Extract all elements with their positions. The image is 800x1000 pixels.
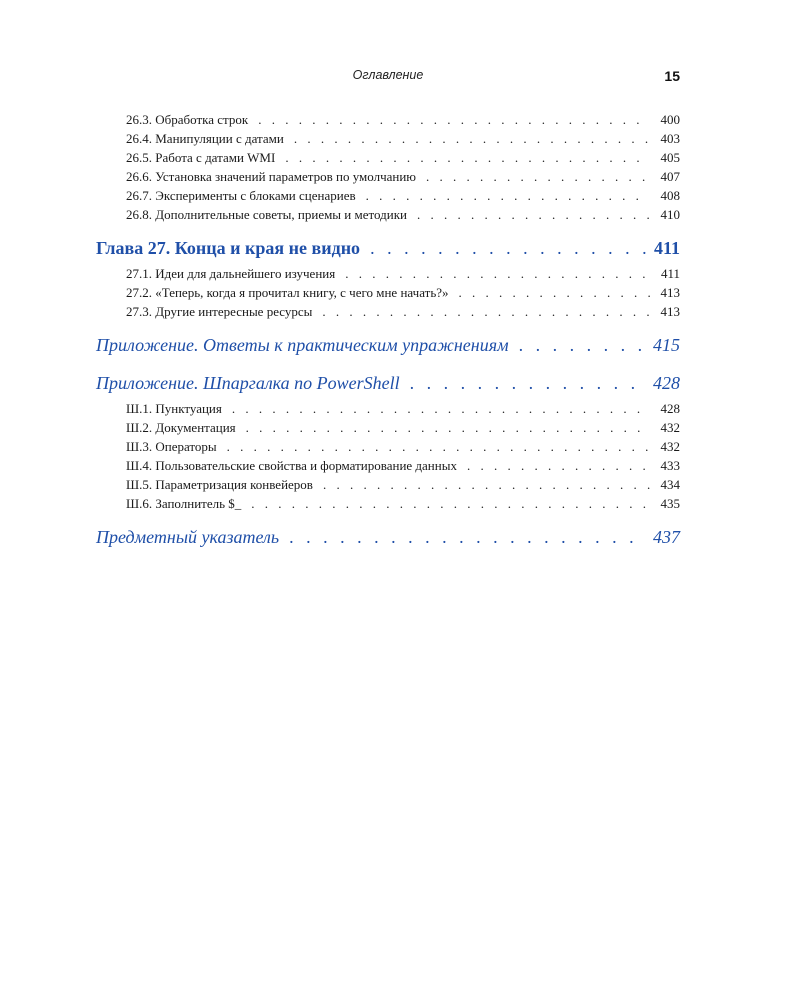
running-header bbox=[96, 68, 680, 88]
toc-entry-sh-6[interactable] bbox=[126, 494, 680, 513]
toc-entry-26-7[interactable] bbox=[126, 186, 680, 205]
toc-entry-label: Ш.5. Параметризация конвейеров bbox=[126, 477, 313, 492]
dot-leader bbox=[410, 369, 647, 397]
toc-entry-label: 26.6. Установка значений параметров по умолчанию bbox=[126, 169, 417, 184]
dot-leader bbox=[251, 494, 650, 513]
toc-entry-label: Ш.3. Операторы bbox=[126, 439, 217, 454]
running-title: Оглавление bbox=[352, 68, 424, 82]
toc-entry-page: 428 bbox=[660, 401, 680, 416]
toc-index-label: Предметный указатель bbox=[96, 527, 280, 547]
toc-entry-page: 410 bbox=[660, 207, 680, 222]
toc-entry-page: 413 bbox=[660, 304, 680, 319]
toc-appendix-page: 415 bbox=[653, 335, 680, 355]
toc-appendix-answers[interactable] bbox=[96, 331, 680, 359]
dot-leader bbox=[289, 523, 647, 551]
toc-entry-26-6[interactable] bbox=[126, 167, 680, 186]
dot-leader bbox=[323, 475, 650, 494]
toc-entry-label: Ш.4. Пользовательские свойства и форматирование данных bbox=[126, 458, 457, 473]
dot-leader bbox=[285, 148, 650, 167]
dot-leader bbox=[294, 129, 650, 148]
table-of-contents bbox=[96, 110, 680, 553]
toc-entry-sh-4[interactable] bbox=[126, 456, 680, 475]
toc-chapter-label: Глава 27. Конца и края не видно bbox=[96, 238, 361, 258]
dot-leader bbox=[417, 205, 650, 224]
toc-entry-sh-5[interactable] bbox=[126, 475, 680, 494]
dot-leader bbox=[227, 437, 650, 456]
toc-appendix-cheatsheet[interactable] bbox=[96, 369, 680, 397]
toc-entry-27-3[interactable] bbox=[126, 302, 680, 321]
toc-entry-27-2[interactable] bbox=[126, 283, 680, 302]
toc-appendix-page: 428 bbox=[653, 373, 680, 393]
toc-index[interactable] bbox=[96, 523, 680, 551]
toc-entry-label: 26.4. Манипуляции с датами bbox=[126, 131, 284, 146]
dot-leader bbox=[345, 264, 650, 283]
toc-entry-label: 26.7. Эксперименты с блоками сценариев bbox=[126, 188, 356, 203]
toc-chapter-page: 411 bbox=[653, 238, 680, 258]
toc-entry-page: 413 bbox=[660, 285, 680, 300]
toc-entry-label: 27.3. Другие интересные ресурсы bbox=[126, 304, 313, 319]
toc-entry-label: 27.1. Идеи для дальнейшего изучения bbox=[126, 266, 336, 281]
toc-index-page: 437 bbox=[653, 527, 680, 547]
toc-entry-sh-2[interactable] bbox=[126, 418, 680, 437]
dot-leader bbox=[370, 234, 648, 262]
dot-leader bbox=[258, 110, 650, 129]
toc-entry-26-4[interactable] bbox=[126, 129, 680, 148]
toc-entry-label: 26.3. Обработка строк bbox=[126, 112, 249, 127]
toc-entry-page: 433 bbox=[660, 458, 680, 473]
dot-leader bbox=[232, 399, 650, 418]
toc-appendix-label: Приложение. Шпаргалка по PowerShell bbox=[96, 373, 400, 393]
toc-entry-label: Ш.6. Заполнитель $_ bbox=[126, 496, 242, 511]
dot-leader bbox=[246, 418, 650, 437]
toc-entry-label: 27.2. «Теперь, когда я прочитал книгу, с чего мне начать?» bbox=[126, 285, 449, 300]
toc-entry-page: 434 bbox=[660, 477, 680, 492]
toc-entry-label: 26.8. Дополнительные советы, приемы и методики bbox=[126, 207, 407, 222]
toc-entry-page: 408 bbox=[660, 188, 680, 203]
toc-entry-page: 432 bbox=[660, 420, 680, 435]
toc-entry-page: 407 bbox=[660, 169, 680, 184]
dot-leader bbox=[459, 283, 650, 302]
toc-entry-sh-3[interactable] bbox=[126, 437, 680, 456]
dot-leader bbox=[519, 331, 647, 359]
toc-entry-26-5[interactable] bbox=[126, 148, 680, 167]
dot-leader bbox=[366, 186, 650, 205]
toc-entry-27-1[interactable] bbox=[126, 264, 680, 283]
toc-entry-sh-1[interactable] bbox=[126, 399, 680, 418]
toc-entry-page: 411 bbox=[660, 266, 680, 281]
toc-entry-26-8[interactable] bbox=[126, 205, 680, 224]
toc-entry-26-3[interactable] bbox=[126, 110, 680, 129]
toc-appendix-label: Приложение. Ответы к практическим упражнениям bbox=[96, 335, 509, 355]
toc-entry-page: 405 bbox=[660, 150, 680, 165]
dot-leader bbox=[467, 456, 650, 475]
toc-entry-page: 432 bbox=[660, 439, 680, 454]
toc-entry-label: 26.5. Работа с датами WMI bbox=[126, 150, 276, 165]
toc-entry-label: Ш.1. Пунктуация bbox=[126, 401, 222, 416]
toc-entry-page: 400 bbox=[660, 112, 680, 127]
dot-leader bbox=[426, 167, 650, 186]
toc-entry-page: 403 bbox=[660, 131, 680, 146]
toc-entry-label: Ш.2. Документация bbox=[126, 420, 236, 435]
page-number: 15 bbox=[664, 68, 680, 84]
toc-entry-page: 435 bbox=[660, 496, 680, 511]
toc-chapter-27[interactable] bbox=[96, 234, 680, 262]
dot-leader bbox=[322, 302, 650, 321]
